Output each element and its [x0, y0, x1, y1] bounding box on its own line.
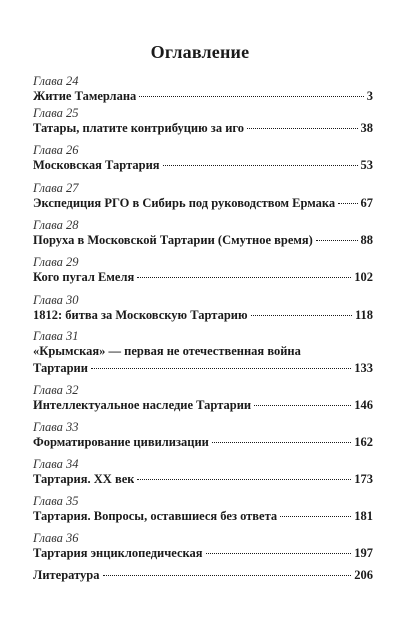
toc-row — [33, 471, 373, 488]
toc-title: Оглавление — [150, 42, 250, 62]
dot-leader — [212, 442, 351, 443]
entry-title: Тартария. Вопросы, оставшиеся без ответа — [33, 509, 278, 523]
page-number: 181 — [354, 509, 373, 523]
dot-leader — [338, 203, 357, 204]
dot-leader — [251, 315, 352, 316]
dot-leader — [91, 368, 351, 369]
dot-leader — [137, 277, 351, 278]
chapter-label: Глава 26 — [33, 143, 79, 157]
dot-leader — [254, 405, 351, 406]
entry-title: Интеллектуальное наследие Тартарии — [33, 398, 252, 412]
entry-title: Татары, платите контрибуцию за иго — [33, 121, 245, 135]
toc-row — [33, 434, 373, 451]
chapter-label: Глава 32 — [33, 383, 79, 397]
toc-row — [33, 360, 373, 377]
toc-entry — [33, 329, 373, 377]
dot-leader — [206, 553, 352, 554]
toc-row — [33, 269, 373, 286]
dot-leader — [137, 479, 351, 480]
toc-entry — [33, 218, 373, 249]
entry-title: Тартария энциклопедическая — [33, 546, 203, 560]
page-number: 118 — [354, 308, 373, 322]
page-number: 88 — [360, 233, 373, 247]
toc-row — [33, 120, 373, 137]
toc-entry — [33, 531, 373, 562]
entry-title-line1: «Крымская» — первая не отечественная война — [33, 344, 301, 358]
dot-leader — [163, 165, 358, 166]
entry-title: Литература — [33, 568, 100, 582]
entry-title: Экспедиция РГО в Сибирь под руководством Ермака — [33, 196, 336, 210]
dot-leader — [247, 128, 357, 129]
toc-row — [33, 157, 373, 174]
toc-entry — [33, 494, 373, 525]
entry-title: Московская Тартария — [33, 158, 160, 172]
chapter-label: Глава 29 — [33, 255, 79, 269]
toc-entry — [33, 383, 373, 414]
toc-row — [33, 567, 373, 584]
toc-row — [33, 195, 373, 212]
toc-entry — [33, 420, 373, 451]
entry-title: Кого пугал Емеля — [33, 270, 135, 284]
page-number: 133 — [354, 361, 373, 375]
page-number: 3 — [366, 89, 373, 103]
page-number: 53 — [360, 158, 373, 172]
page-number: 197 — [354, 546, 373, 560]
entry-title: 1812: битва за Московскую Тартарию — [33, 308, 248, 322]
page-number: 67 — [360, 196, 373, 210]
page-number: 173 — [354, 472, 373, 486]
chapter-label: Глава 25 — [33, 106, 79, 120]
toc-entry — [33, 457, 373, 488]
chapter-label: Глава 33 — [33, 420, 79, 434]
chapter-label: Глава 35 — [33, 494, 79, 508]
toc-row — [33, 232, 373, 249]
page-number: 206 — [354, 568, 373, 582]
chapter-label: Глава 31 — [33, 329, 79, 343]
toc-row — [33, 88, 373, 105]
dot-leader — [139, 96, 363, 97]
entry-title: Тартария. XX век — [33, 472, 135, 486]
toc-entry — [33, 106, 373, 137]
toc-row — [33, 307, 373, 324]
toc-entry — [33, 74, 373, 105]
toc-row — [33, 545, 373, 562]
chapter-label: Глава 27 — [33, 181, 79, 195]
page-number: 146 — [354, 398, 373, 412]
entry-title: Поруха в Московской Тартарии (Смутное время) — [33, 233, 313, 247]
toc-entry — [33, 255, 373, 286]
toc-entry-literature — [33, 567, 373, 584]
chapter-label: Глава 28 — [33, 218, 79, 232]
page-number: 102 — [354, 270, 373, 284]
toc-row — [33, 397, 373, 414]
toc-entry — [33, 181, 373, 212]
entry-title: Житие Тамерлана — [33, 89, 137, 103]
chapter-label: Глава 34 — [33, 457, 79, 471]
dot-leader — [316, 240, 358, 241]
page-number: 162 — [354, 435, 373, 449]
toc-row — [33, 508, 373, 525]
dot-leader — [280, 516, 351, 517]
page-number: 38 — [360, 121, 373, 135]
chapter-label: Глава 30 — [33, 293, 79, 307]
entry-title-line2: Тартарии — [33, 361, 88, 375]
toc-entry — [33, 293, 373, 324]
chapter-label: Глава 24 — [33, 74, 79, 88]
toc-entry — [33, 143, 373, 174]
dot-leader — [103, 575, 352, 576]
entry-title: Форматирование цивилизации — [33, 435, 209, 449]
chapter-label: Глава 36 — [33, 531, 79, 545]
